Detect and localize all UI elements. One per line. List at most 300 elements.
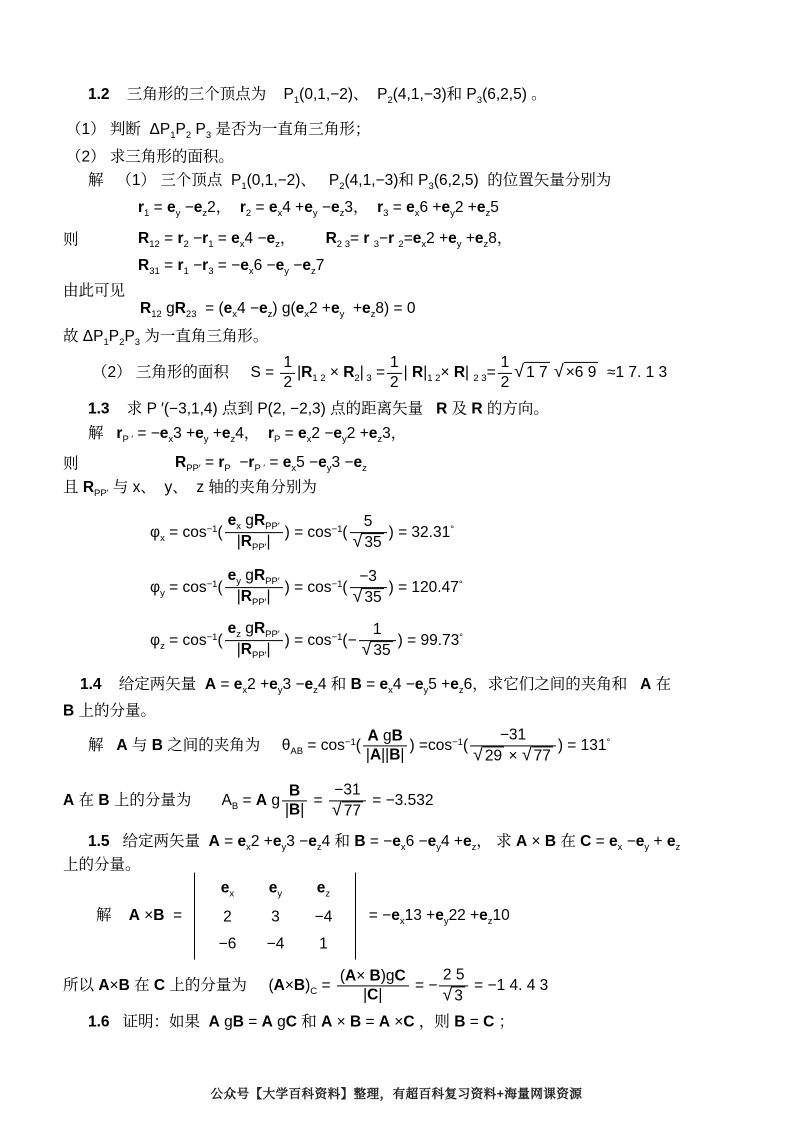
- b: e: [282, 454, 292, 472]
- sub: PP′: [94, 488, 109, 500]
- sup: −1: [206, 632, 218, 644]
- sub: z: [377, 434, 383, 446]
- sub: 2 3: [336, 239, 350, 251]
- sub: x: [229, 888, 235, 900]
- sub: 2: [119, 337, 125, 349]
- sup: −1: [206, 579, 218, 591]
- b: r: [388, 230, 395, 248]
- b: R: [253, 620, 266, 638]
- b: R: [82, 479, 95, 497]
- sub: x: [236, 521, 241, 533]
- sub: 3: [373, 239, 379, 251]
- b: e: [227, 567, 237, 585]
- sub: 3: [476, 95, 483, 107]
- sub: z: [236, 629, 241, 641]
- b: e: [275, 257, 285, 275]
- eq-rpp: $R_{PP'} = r_P -r_{P '} = e_x5 -e_y3 -e_z$: [175, 454, 367, 475]
- b: e: [268, 879, 278, 897]
- b: 1.5: [88, 833, 110, 851]
- b: R: [453, 364, 466, 382]
- b: e: [304, 676, 314, 694]
- b: e: [476, 199, 486, 217]
- b: R: [412, 364, 424, 382]
- problem-1-3-title: 1.3 求 P ′(−3,1,4) 点到 P(2, −2,3) 点的距离矢量 R 及 R 的方向。: [88, 400, 549, 418]
- sqrt: √ 77: [331, 799, 361, 819]
- eq-dot-product-zero: $R_{12}$ $gR_{23} = (e_x4 -e_z)$ $g(e_x2 +e_y +e_z8) = 0$: [140, 300, 416, 321]
- b: A: [204, 676, 217, 694]
- sub: 1 2: [312, 373, 326, 385]
- problem-1-6-title: 1.6 证明：如果 A gB = A gC 和 A × B = A ×C ，则 B = C ；: [88, 1013, 515, 1031]
- b: r: [267, 425, 275, 443]
- sub: 1: [183, 266, 189, 278]
- sub: x: [232, 309, 238, 321]
- b: C: [483, 1013, 495, 1031]
- b: A: [255, 792, 268, 810]
- sub: y: [450, 208, 455, 220]
- sub: P ′: [122, 434, 134, 446]
- b: R: [253, 567, 266, 585]
- sub: PP′: [251, 597, 267, 609]
- b: e: [414, 676, 424, 694]
- sub: x: [239, 239, 245, 251]
- frac: $\frac{1}{2}$: [498, 354, 513, 392]
- sub: 31: [149, 266, 160, 278]
- frac: $\frac{(A\times B)gC}{|C|}$: [337, 967, 409, 1005]
- b: B: [151, 737, 163, 755]
- sub: 1: [208, 239, 214, 251]
- b: e: [406, 199, 415, 217]
- b: R: [436, 400, 448, 418]
- sub: 12: [149, 239, 160, 251]
- frac: $\frac{-31}{√ 29 \times √ 77}$: [470, 726, 556, 765]
- sub: y: [342, 434, 347, 446]
- sub: y: [326, 463, 332, 475]
- sub: 2: [339, 181, 345, 193]
- sup: −1: [206, 524, 218, 536]
- eq-axb-component-on-c: 所以 A×B 在 C 上的分量为 $(A\times B)_C$ = $\frac{(A\times B)gC}{|C|}$ = − $\frac{2 5}{√ 3}$ = −1 4. 4 3: [63, 966, 549, 1004]
- sub: z: [471, 842, 477, 854]
- b: 1.3: [88, 400, 110, 418]
- sub: z: [325, 888, 331, 900]
- b: e: [266, 230, 276, 248]
- sup: −1: [331, 524, 343, 536]
- frac: $\frac{-3}{√ 35}$: [350, 568, 387, 607]
- b: e: [304, 199, 313, 217]
- b: B: [454, 1013, 466, 1031]
- b: e: [330, 199, 340, 217]
- b: R: [471, 400, 483, 418]
- sup: °: [450, 524, 455, 536]
- sub: x: [306, 434, 312, 446]
- eq-triangle-area: （2） 三角形的面积 S = $\frac{1}{2}$ $|R_{1 2} \times R_2|$ $_3$ = $\frac{1}{2}$ | $R|_{1 2}\times R|$ $_{2 3}$= $\frac{1}{2}$ √ 1 7 √ ×6 9 ≈1 7. 1 3: [92, 353, 668, 391]
- b: R: [240, 588, 252, 606]
- sub: 3: [205, 130, 212, 142]
- eq-phi-x: $\varphi_x = \cos^{-1}$( $\frac{e_x gR_{PP'}}{|R_{PP'}|}$ ) = $\cos^{-1}$( $\frac{5}{√ 35}$ ) = 32.31°: [150, 512, 455, 554]
- b: e: [295, 300, 305, 318]
- sub: z: [339, 208, 345, 220]
- b: A: [128, 907, 140, 925]
- b: e: [392, 833, 401, 851]
- b: C: [394, 966, 406, 984]
- solution-1-2-intro: 解 （1） 三个顶点 $P_1(0,1,-2)$、 $P_2(4,1,-3)$和 $P_3(6,2,5)$ 的位置矢量分别为: [88, 172, 612, 193]
- sub: y: [436, 842, 441, 854]
- sub: P ′: [254, 463, 266, 475]
- sub: x: [421, 239, 427, 251]
- b: B: [354, 833, 366, 851]
- b: e: [474, 230, 484, 248]
- b: r: [377, 199, 384, 217]
- sub: y: [339, 309, 345, 321]
- b: R: [140, 300, 152, 318]
- b: e: [227, 620, 237, 638]
- sub: x: [277, 208, 283, 220]
- sub: 3: [428, 181, 434, 193]
- b: r: [177, 257, 184, 275]
- sup: −1: [331, 579, 343, 591]
- frac: $\frac{1}{2}$: [387, 354, 402, 392]
- b: e: [159, 425, 169, 443]
- sup: °: [458, 579, 463, 591]
- frac: $\frac{-31}{√ 77}$: [329, 781, 366, 820]
- b: B: [391, 726, 403, 744]
- b: R: [343, 364, 355, 382]
- b: C: [285, 1013, 297, 1031]
- b: A: [208, 1013, 220, 1031]
- sub: PP′: [265, 521, 280, 533]
- sub: x: [414, 208, 420, 220]
- sub: 1: [144, 208, 150, 220]
- sub: B: [231, 801, 239, 813]
- sub: 2: [354, 373, 360, 385]
- sub: y: [175, 208, 181, 220]
- b: e: [298, 425, 307, 443]
- sub: 2: [183, 239, 189, 251]
- sub: z: [483, 239, 489, 251]
- sqrt: √ 3: [442, 984, 463, 1004]
- frac: $\frac{1}{2}$: [280, 354, 295, 392]
- b: C: [153, 977, 166, 995]
- text-component-continued: 上的分量。: [63, 856, 141, 874]
- label-then-2: 则: [63, 455, 79, 473]
- text-component-on-b: B 上的分量。: [63, 702, 157, 720]
- text-right-triangle-conclusion: 故 $\Delta P_1P_2P_3$ 为一直角三角形。: [63, 328, 269, 349]
- sub: z: [675, 842, 681, 854]
- eq-theta-ab: 解 A 与 B 之间的夹角为 $\theta_{AB} = \cos^{-1}$( $\frac{\text{A gB}}{|A||B|}$ ) $=\cos^{-1}$( $\frac{-31}{√ 29 \times √ 77}$ ) = 131°: [88, 726, 611, 764]
- b: R: [253, 512, 266, 530]
- sub: z: [313, 685, 318, 697]
- b: e: [391, 907, 400, 925]
- b: e: [259, 300, 268, 318]
- sub: y: [236, 576, 241, 588]
- b: e: [333, 425, 343, 443]
- b: B: [98, 792, 110, 810]
- b: A: [367, 726, 379, 744]
- b: e: [240, 257, 249, 275]
- b: C: [580, 833, 592, 851]
- eq-phi-z: $\varphi_z = \cos^{-1}$( $\frac{e_z gR_{PP'}}{|R_{PP'}|}$ ) = $\cos^{-1}(-$ $\frac{1}{√ 35}$ ) = 99.73°: [150, 620, 464, 662]
- determinant-matrix: $e_x$ $e_y$ $e_z$ 2 3 −4 −6 −4 1: [194, 873, 356, 960]
- sub: 1: [241, 181, 247, 193]
- frac: $\frac{\text{A gB}}{|A||B|}$: [363, 727, 408, 765]
- b: A: [208, 833, 220, 851]
- b: e: [193, 199, 203, 217]
- b: A: [378, 1013, 391, 1031]
- sub: 3: [208, 266, 214, 278]
- sub: x: [168, 434, 174, 446]
- b: e: [450, 676, 459, 694]
- b: B: [63, 702, 75, 720]
- sub: x: [248, 266, 254, 278]
- sub: y: [277, 685, 283, 697]
- b: r: [202, 257, 209, 275]
- sub: y: [423, 685, 429, 697]
- b: e: [272, 833, 282, 851]
- sub: C: [310, 986, 318, 998]
- sub: z: [230, 434, 236, 446]
- eq-r12-r23: $R_{12} = r_2 -r_1 = e_x4 -e_z$， $R_{2 3}= r$ $_3$−r $_2=e_x2 +e_y +e_z8$，: [138, 230, 513, 251]
- sub: 2: [245, 208, 252, 220]
- b: e: [412, 230, 422, 248]
- b: A: [321, 1013, 333, 1031]
- sub: y: [644, 842, 650, 854]
- b: 1.4: [80, 676, 102, 694]
- b: r: [202, 230, 209, 248]
- sub: 2: [185, 130, 192, 142]
- sub: z: [458, 685, 464, 697]
- b: e: [362, 300, 371, 318]
- b: e: [227, 512, 237, 530]
- sup: −1: [452, 737, 463, 749]
- b: R: [138, 230, 150, 248]
- sub: y: [456, 239, 462, 251]
- sub: y: [281, 842, 287, 854]
- b: B: [369, 966, 381, 984]
- sub: x: [399, 916, 405, 928]
- b: r: [218, 454, 225, 472]
- sub: x: [291, 463, 297, 475]
- b: R: [240, 533, 252, 551]
- b: R: [325, 230, 337, 248]
- b: e: [316, 879, 326, 897]
- b: e: [221, 425, 231, 443]
- text-hence-seen: 由此可见: [63, 282, 126, 300]
- sub: z: [316, 842, 322, 854]
- sub: z: [362, 463, 367, 475]
- sub: z: [160, 641, 165, 653]
- sub: 3: [134, 337, 141, 349]
- b: e: [479, 907, 488, 925]
- sub: 2: [387, 95, 393, 107]
- problem-1-2-title: 1.2 三角形的三个顶点为 $P_1(0,1,-2)$、 $P_2(4,1,-3)$和 $P_3(6,2,5)$ 。: [88, 86, 547, 107]
- sub: x: [617, 842, 623, 854]
- b: B: [350, 676, 362, 694]
- b: e: [666, 833, 676, 851]
- eq-phi-y: $\varphi_y = \cos^{-1}$( $\frac{e_y gR_{PP'}}{|R_{PP'}|}$ ) = $\cos^{-1}$( $\frac{-3}{√ 35}$ ) = 120.47°: [150, 567, 463, 609]
- sub: y: [284, 266, 289, 278]
- sub: 23: [185, 309, 197, 321]
- sub: y: [312, 208, 318, 220]
- b: r: [248, 454, 255, 472]
- b: e: [427, 833, 437, 851]
- sub: 1 2: [427, 373, 441, 385]
- b: e: [231, 230, 240, 248]
- b: C: [367, 986, 379, 1004]
- b: e: [268, 199, 278, 217]
- sub: x: [160, 533, 165, 545]
- b: A: [640, 676, 652, 694]
- sub: x: [388, 685, 393, 697]
- sub: P: [224, 463, 231, 475]
- b: e: [462, 833, 472, 851]
- b: r: [138, 199, 145, 217]
- sub: PP′: [186, 463, 201, 475]
- b: r: [177, 230, 184, 248]
- footer-note: 公众号【大学百科资料】整理，有超百科复习资料+海量网课资源: [210, 1087, 583, 1101]
- problem-1-5-title: 1.5 给定两矢量 $A = e_x2 +e_y3 -e_z4$ 和 $B = -e_x6 -e_y4 +e_z$， 求 A × B 在 $C = e_x -e_y + e_z$: [88, 833, 681, 854]
- sub: 12: [151, 309, 162, 321]
- item-1-judge-right-triangle: （1） 判断 $\Delta P_1P_2$ $P_3$ 是否为一直角三角形；: [66, 121, 371, 142]
- sub: z: [267, 309, 273, 321]
- sub: AB: [290, 746, 304, 758]
- b: A: [515, 833, 528, 851]
- sub: x: [246, 842, 251, 854]
- b: B: [289, 801, 301, 819]
- b: e: [609, 833, 618, 851]
- b: A: [369, 746, 382, 764]
- sub: y: [443, 916, 449, 928]
- sub: z: [485, 208, 491, 220]
- b: e: [353, 454, 363, 472]
- b: B: [289, 781, 301, 799]
- sqrt: √ 35: [361, 639, 391, 659]
- b: e: [635, 833, 645, 851]
- b: R: [175, 454, 187, 472]
- sub: z: [275, 239, 280, 251]
- eq-a-component-on-b: A 在 B 上的分量为 $A_B = A$ g $\frac{B}{|B|}$ = $\frac{-31}{√ 77}$ = −3.532: [63, 781, 434, 819]
- eq-r31: $R_{31} = r_1 -r_3 = -e_x6 -e_y -e_z7$: [138, 257, 325, 278]
- b: e: [269, 676, 278, 694]
- sup: °: [459, 632, 464, 644]
- frac: $\frac{5}{√ 35}$: [350, 513, 387, 552]
- sqrt: √ 35: [352, 586, 382, 606]
- b: e: [308, 833, 317, 851]
- sub: P: [274, 434, 281, 446]
- sub: z: [202, 208, 208, 220]
- b: R: [301, 364, 313, 382]
- sub: z: [370, 309, 376, 321]
- sqrt: √ 35: [352, 531, 382, 551]
- b: B: [232, 1013, 244, 1031]
- b: e: [318, 454, 327, 472]
- sqrt: √ 29: [473, 744, 503, 764]
- b: e: [448, 230, 457, 248]
- sub: 3: [363, 373, 372, 385]
- frac: $\frac{e_x gR_{PP'}}{|R_{PP'}|}$: [225, 512, 283, 554]
- item-2-triangle-area: （2） 求三角形的面积。: [66, 148, 234, 166]
- sub: x: [242, 685, 248, 697]
- b: r: [363, 230, 370, 248]
- b: B: [544, 833, 557, 851]
- sub: PP′: [251, 650, 267, 662]
- b: e: [441, 199, 451, 217]
- sqrt: √ ×6 9: [553, 361, 597, 382]
- b: B: [153, 907, 165, 925]
- b: e: [302, 257, 311, 275]
- sub: y: [160, 588, 165, 600]
- sub: z: [310, 266, 316, 278]
- b: e: [368, 425, 378, 443]
- sub: PP′: [251, 542, 267, 554]
- b: R: [174, 300, 186, 318]
- sub: 1: [170, 130, 176, 142]
- b: e: [330, 300, 340, 318]
- frac: $\frac{2 5}{√ 3}$: [439, 966, 467, 1005]
- b: e: [233, 676, 243, 694]
- b: r: [116, 425, 123, 443]
- sup: °: [606, 737, 611, 749]
- frac: $\frac{1}{√ 35}$: [359, 621, 396, 660]
- frac: $\frac{B}{|B|}$: [282, 782, 307, 820]
- solution-1-3-vectors: 解 $r_{P '} = -e_x3 +e_y +e_z4$， $r_P = e_x2 -e_y2 +e_z3$，: [88, 425, 407, 446]
- sup: −1: [331, 632, 343, 644]
- b: R: [240, 641, 252, 659]
- b: r: [239, 199, 246, 217]
- b: A: [116, 737, 128, 755]
- text-axis-angles-intro: 且 $R_{PP'}$ 与 x、 y、 z 轴的夹角分别为: [63, 479, 317, 500]
- frac: $\frac{e_y gR_{PP'}}{|R_{PP'}|}$: [225, 567, 283, 609]
- b: B: [349, 1013, 362, 1031]
- sub: 2 3: [473, 373, 487, 385]
- sub: x: [304, 309, 309, 321]
- b: e: [167, 199, 176, 217]
- b: A: [261, 1013, 273, 1031]
- b: e: [220, 879, 230, 897]
- b: 1.6: [88, 1013, 110, 1031]
- sub: z: [487, 916, 493, 928]
- b: C: [403, 1013, 415, 1031]
- sub: y: [277, 888, 283, 900]
- sub: 1: [293, 95, 300, 107]
- b: e: [435, 907, 444, 925]
- b: R: [138, 257, 150, 275]
- eq-position-vectors: $r_1 = e_y -e_z2$， $r_2 = e_x4 +e_y -e_z3$， $r_3 = e_x6 +e_y2 +e_z5$: [138, 199, 499, 220]
- sub: y: [203, 434, 209, 446]
- problem-1-4-title: 1.4 给定两矢量 $A = e_x2 +e_y3 -e_z4$ 和 $B = e_x4 -e_y5 +e_z6$，求它们之间的夹角和 A 在: [80, 676, 672, 697]
- sup: −1: [344, 737, 356, 749]
- b: A: [273, 977, 285, 995]
- b: B: [293, 977, 306, 995]
- b: A: [344, 966, 357, 984]
- sub: 2: [398, 239, 404, 251]
- sqrt: √ 77: [521, 744, 551, 764]
- b: e: [223, 300, 233, 318]
- b: 1.2: [88, 86, 110, 104]
- sub: 1: [103, 337, 109, 349]
- label-then-1: 则: [63, 231, 79, 249]
- b: A: [98, 977, 110, 995]
- b: e: [195, 425, 204, 443]
- sub: 3: [383, 208, 389, 220]
- sub: PP′: [265, 576, 280, 588]
- b: e: [237, 833, 247, 851]
- b: A: [63, 792, 75, 810]
- frac: $\frac{e_z gR_{PP'}}{|R_{PP'}|}$: [225, 620, 283, 662]
- sqrt: √ 1 7: [514, 361, 548, 382]
- b: B: [118, 977, 130, 995]
- b: B: [389, 746, 401, 764]
- sub: PP′: [265, 629, 280, 641]
- b: e: [379, 676, 389, 694]
